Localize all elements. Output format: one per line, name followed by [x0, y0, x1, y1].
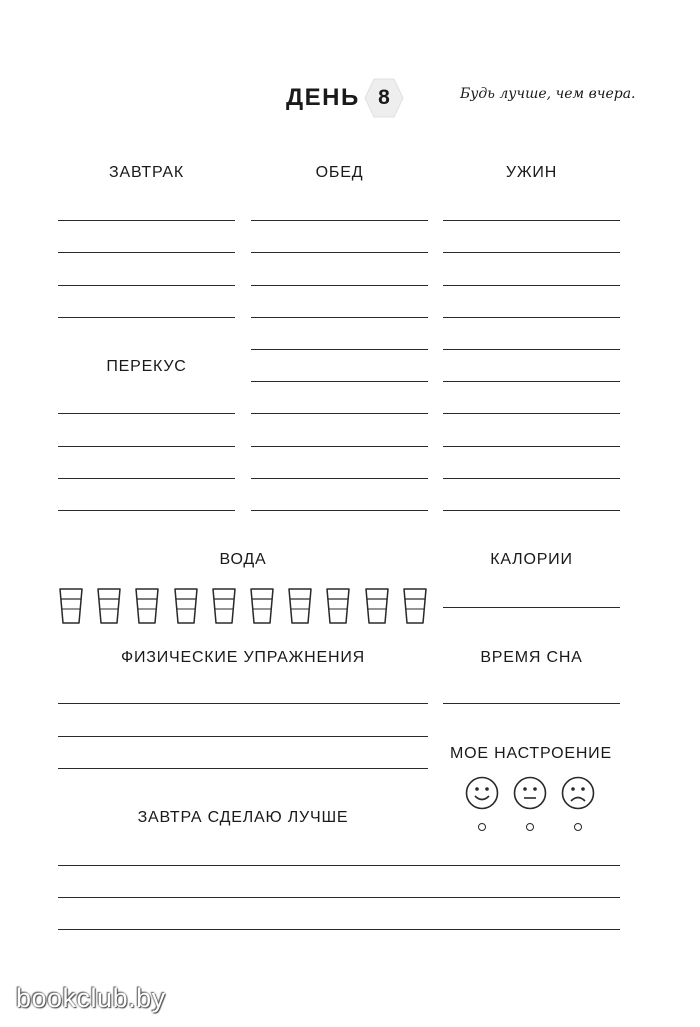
day-number-badge [364, 77, 404, 119]
dinner-line[interactable] [443, 446, 620, 447]
water-glass-icon[interactable] [364, 587, 390, 630]
dinner-line[interactable] [443, 381, 620, 382]
dinner-line[interactable] [443, 317, 620, 318]
tomorrow-line[interactable] [58, 929, 620, 930]
exercise-line[interactable] [58, 768, 428, 769]
watermark: bookclub.by [16, 983, 166, 1013]
lunch-line[interactable] [251, 317, 428, 318]
snack-line[interactable] [58, 478, 235, 479]
lunch-label: ОБЕД [315, 164, 364, 181]
breakfast-line[interactable] [58, 317, 235, 318]
lunch-line[interactable] [251, 510, 428, 511]
water-glass-icon[interactable] [249, 587, 275, 630]
breakfast-line[interactable] [58, 285, 235, 286]
water-glass-icon[interactable] [173, 587, 199, 630]
snack-line[interactable] [58, 510, 235, 511]
water-glass-icon[interactable] [134, 587, 160, 630]
lunch-line[interactable] [251, 381, 428, 382]
dinner-line[interactable] [443, 285, 620, 286]
dinner-line[interactable] [443, 478, 620, 479]
calories-label: КАЛОРИИ [490, 551, 573, 568]
dinner-line[interactable] [443, 252, 620, 253]
snack-label: ПЕРЕКУС [106, 358, 187, 375]
sad-face-icon[interactable] [561, 776, 595, 815]
mood-checkbox-happy[interactable] [478, 823, 486, 831]
water-glass-icon[interactable] [287, 587, 313, 630]
smiling-face-icon[interactable] [465, 776, 499, 815]
lunch-line[interactable] [251, 285, 428, 286]
dinner-line[interactable] [443, 349, 620, 350]
lunch-line[interactable] [251, 252, 428, 253]
water-glass-icon[interactable] [96, 587, 122, 630]
tomorrow-label: ЗАВТРА СДЕЛАЮ ЛУЧШЕ [137, 809, 349, 826]
lunch-line[interactable] [251, 446, 428, 447]
lunch-line[interactable] [251, 413, 428, 414]
water-glass-icon[interactable] [211, 587, 237, 630]
exercise-line[interactable] [58, 736, 428, 737]
mood-checkbox-sad[interactable] [574, 823, 582, 831]
tomorrow-line[interactable] [58, 897, 620, 898]
dinner-line[interactable] [443, 220, 620, 221]
mood-checkbox-neutral[interactable] [526, 823, 534, 831]
tomorrow-line[interactable] [58, 865, 620, 866]
water-glass-icon[interactable] [58, 587, 84, 630]
breakfast-line[interactable] [58, 252, 235, 253]
snack-line[interactable] [58, 413, 235, 414]
dinner-line[interactable] [443, 510, 620, 511]
water-glass-icon[interactable] [325, 587, 351, 630]
lunch-line[interactable] [251, 349, 428, 350]
exercise-line[interactable] [58, 703, 428, 704]
neutral-face-icon[interactable] [513, 776, 547, 815]
breakfast-label: ЗАВТРАК [109, 164, 184, 181]
lunch-line[interactable] [251, 478, 428, 479]
breakfast-line[interactable] [58, 220, 235, 221]
sleep-line[interactable] [443, 703, 620, 704]
exercise-label: ФИЗИЧЕСКИЕ УПРАЖНЕНИЯ [120, 649, 365, 666]
water-label: ВОДА [219, 551, 267, 568]
mood-label: МОЕ НАСТРОЕНИЕ [450, 745, 612, 762]
snack-line[interactable] [58, 446, 235, 447]
dinner-label: УЖИН [505, 164, 558, 181]
water-glass-icon[interactable] [402, 587, 428, 630]
sleep-label: ВРЕМЯ СНА [480, 649, 583, 666]
page-title: ДЕНЬ [286, 84, 360, 111]
dinner-line[interactable] [443, 413, 620, 414]
motto-text: Будь лучше, чем вчера. [460, 86, 636, 102]
lunch-line[interactable] [251, 220, 428, 221]
day-number: 8 [378, 86, 390, 109]
calories-line[interactable] [443, 607, 620, 608]
